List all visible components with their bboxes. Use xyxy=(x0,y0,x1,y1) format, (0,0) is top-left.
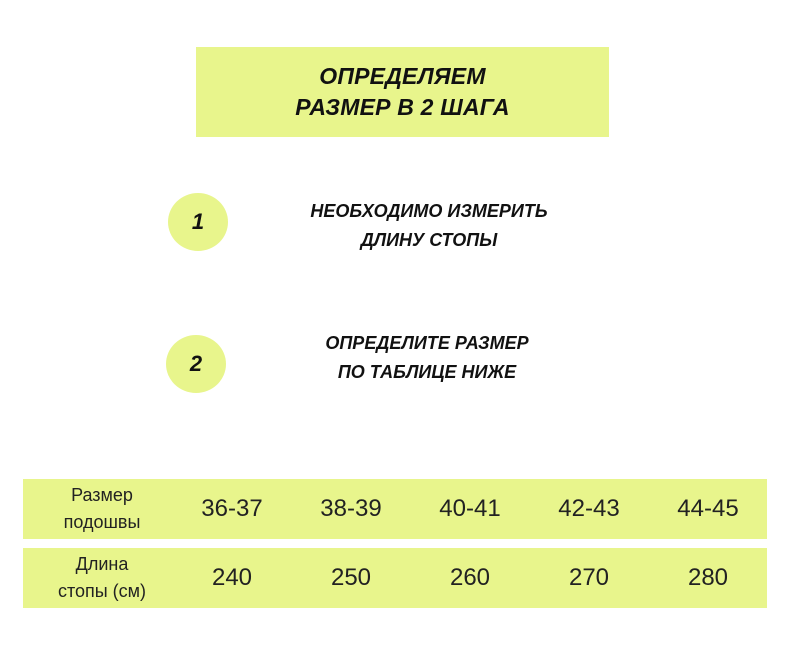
size-cell: 44-45 xyxy=(677,495,739,522)
size-cell: 40-41 xyxy=(439,495,501,522)
step-1-badge: 1 xyxy=(168,193,228,251)
length-cell: 260 xyxy=(449,564,491,591)
size-row-foot-length-label-line-1: Длина xyxy=(75,554,129,574)
step-2-line-1: ОПРЕДЕЛИТЕ РАЗМЕР xyxy=(325,333,529,353)
size-row-foot-length xyxy=(23,548,767,608)
length-cell: 240 xyxy=(211,564,253,591)
size-row-foot-length-label-line-2: стопы (см) xyxy=(57,581,147,601)
length-cell: 270 xyxy=(568,564,610,591)
step-2-line-2: ПО ТАБЛИЦЕ НИЖЕ xyxy=(337,362,517,382)
title-line-2: РАЗМЕР В 2 ШАГА xyxy=(295,94,510,120)
size-row-sole xyxy=(23,479,767,539)
step-1-line-2: ДЛИНУ СТОПЫ xyxy=(360,230,498,250)
step-1-line-1: НЕОБХОДИМО ИЗМЕРИТЬ xyxy=(310,201,548,221)
step-2-badge: 2 xyxy=(166,335,226,393)
length-cell: 250 xyxy=(330,564,372,591)
size-cell: 36-37 xyxy=(201,495,263,522)
size-row-foot-length-label xyxy=(23,548,181,608)
length-cell: 280 xyxy=(687,564,729,591)
title-line-1: ОПРЕДЕЛЯЕМ xyxy=(319,63,486,89)
size-row-sole-label-line-1: Размер xyxy=(71,485,133,505)
title-banner xyxy=(196,47,609,137)
size-cell: 42-43 xyxy=(558,495,620,522)
size-cell: 38-39 xyxy=(320,495,382,522)
size-row-sole-label xyxy=(23,479,181,539)
step-2-text xyxy=(257,329,597,387)
size-row-sole-label-line-2: подошвы xyxy=(63,512,141,532)
step-1-text xyxy=(259,197,599,255)
